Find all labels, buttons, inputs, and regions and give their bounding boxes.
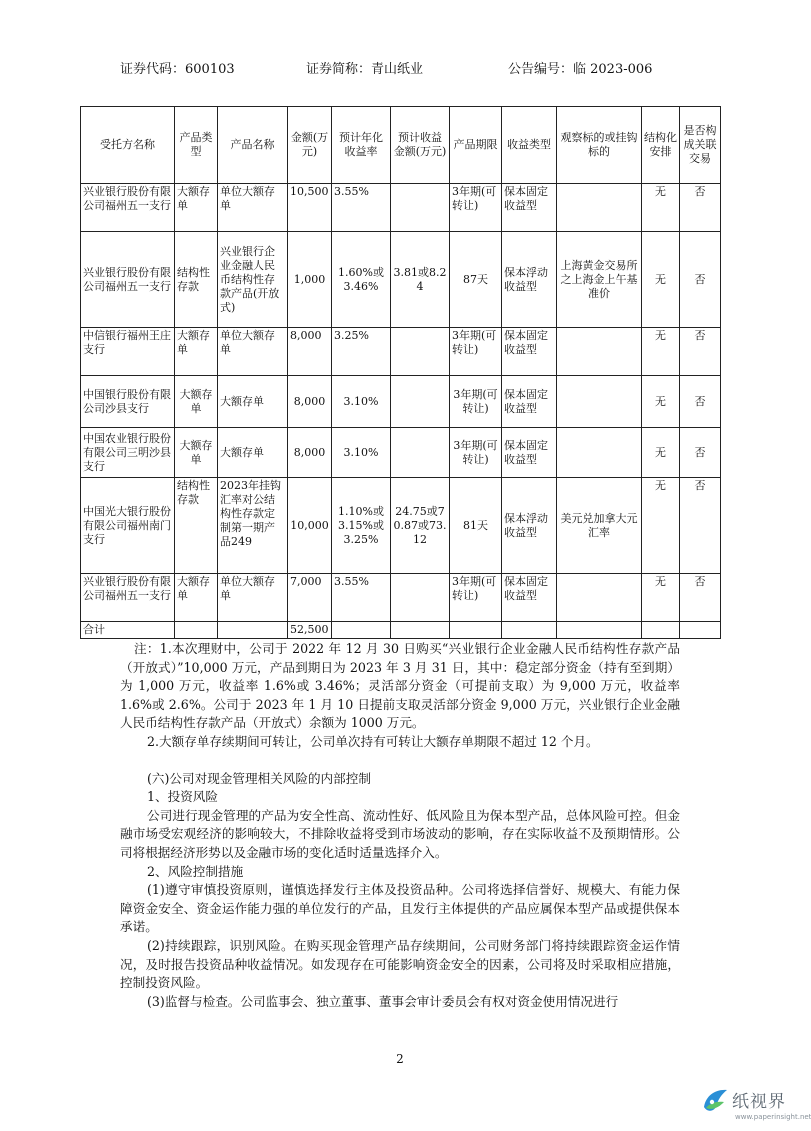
col-header-trustee: 受托方名称 [81, 107, 175, 184]
paragraph-continuous-tracking: (2)持续跟踪，识别风险。在购买现金管理产品存续期间，公司财务部门将持续跟踪资金运作情况，及时报告投资品种收益情况。如发现存在可能影响资金安全的因素，公司将及时采取相应措施，控制投资风险。 [120, 937, 680, 991]
cell-underlying [557, 328, 642, 376]
paragraph-prudent-investment: (1)遵守审慎投资原则，谨慎选择发行主体及投资品种。公司将选择信誉好、规模大、有能力保障资金安全、资金运作能力强的单位发行的产品，且发行主体提供的产品应属保本型产品或提供保本承诺。 [120, 882, 680, 935]
cell-product: 大额存单 [218, 376, 288, 428]
cell-rate: 3.55% [332, 574, 391, 622]
cell-rate: 1.10%或3.15%或3.25% [332, 478, 391, 574]
cell-type: 结构性存款 [175, 478, 218, 574]
cell-structured: 无 [642, 376, 680, 428]
table-row [81, 232, 721, 328]
cell-related: 否 [680, 232, 721, 328]
cell-type: 大额存单 [175, 574, 218, 622]
cell-rate: 3.10% [332, 376, 391, 428]
cell-structured: 无 [642, 478, 680, 574]
col-header-income: 预计收益金额(万元) [391, 107, 450, 184]
cell-income [391, 574, 450, 622]
cell-income [391, 428, 450, 478]
note-1: 注：1.本次理财中，公司于 2022 年 12 月 30 日购买“兴业银行企业金融人民币结构性存款产品（开放式）”10,000 万元，产品到期日为 2023 年 3 月 31 日，其中：稳定部分资金（持有至到期）为 1,000 万元，收益率 1.6%或 3.46%；灵活部分资金（可提前支取）为 9,000 万元，收益率 1.6%或 2.6%。公司于 2023 年 1 月 10 日提前支取灵活部分资金 9,000 万元，兴业银行企业金融人民币结构性存款产品（开放式）余额为 1000 万元。 [120, 641, 680, 731]
col-header-amount: 金额(万元) [288, 107, 332, 184]
cell-term: 3年期(可转让) [450, 428, 502, 478]
cell-product: 2023年挂钩汇率对公结构性存款定制第一期产品249 [218, 478, 288, 574]
cell-amount: 1,000 [288, 232, 332, 328]
subsection-investment-risk: 1、投资风险 [147, 789, 218, 805]
cell-underlying: 上海黄金交易所之上海金上午基准价 [557, 232, 642, 328]
col-header-term: 产品期限 [450, 107, 502, 184]
stock-short-name: 证券简称：青山纸业 [306, 62, 424, 77]
col-header-income-type: 收益类型 [502, 107, 557, 184]
col-header-type: 产品类型 [175, 107, 218, 184]
cell-trustee: 中国银行股份有限公司沙县支行 [81, 376, 175, 428]
cell-type: 结构性存款 [175, 232, 218, 328]
cell-related: 否 [680, 574, 721, 622]
cell-amount: 8,000 [288, 328, 332, 376]
table-row [81, 184, 721, 232]
cell-type: 大额存单 [175, 328, 218, 376]
cell-related: 否 [680, 328, 721, 376]
cell-product: 单位大额存单 [218, 184, 288, 232]
watermark-name: 纸视界 [732, 1092, 786, 1112]
cell-term: 3年期(可转让) [450, 574, 502, 622]
total-amount: 52,500 [288, 622, 332, 639]
stock-code: 证券代码：600103 [120, 62, 235, 77]
cell-product: 单位大额存单 [218, 574, 288, 622]
cell-underlying [557, 574, 642, 622]
cell-type: 大额存单 [175, 428, 218, 478]
cell-type: 大额存单 [175, 376, 218, 428]
document-header [120, 58, 680, 78]
paragraph-supervision: (3)监督与检查。公司监事会、独立董事、董事会审计委员会有权对资金使用情况进行 [147, 993, 619, 1009]
paragraph-investment-risk: 公司进行现金管理的产品为安全性高、流动性好、低风险且为保本型产品，总体风险可控。但金融市场受宏观经济的影响较大，不排除收益将受到市场波动的影响，存在实际收益不及预期情形。公司将根据经济形势以及金融市场的变化适时适量选择介入。 [120, 807, 680, 860]
cell-trustee: 兴业银行股份有限公司福州五一支行 [81, 232, 175, 328]
cell-rate: 3.25% [332, 328, 391, 376]
cell-product: 兴业银行企业金融人民币结构性存款产品(开放式) [218, 232, 288, 328]
table-row [81, 376, 721, 428]
cell-structured: 无 [642, 574, 680, 622]
cell-term: 87天 [450, 232, 502, 328]
document-body [120, 640, 680, 1011]
cell-amount: 8,000 [288, 428, 332, 478]
cell-amount: 10,500 [288, 184, 332, 232]
financial-products-table [80, 106, 721, 639]
cell-trustee: 中国光大银行股份有限公司福州南门支行 [81, 478, 175, 574]
cell-structured: 无 [642, 328, 680, 376]
cell-income-type: 保本固定收益型 [502, 574, 557, 622]
cell-income-type: 保本固定收益型 [502, 184, 557, 232]
cell-amount: 8,000 [288, 376, 332, 428]
table-row [81, 328, 721, 376]
cell-income-type: 保本固定收益型 [502, 376, 557, 428]
notice-number: 公告编号：临 2023-006 [508, 62, 653, 77]
cell-rate: 3.55% [332, 184, 391, 232]
cell-underlying [557, 428, 642, 478]
cell-trustee: 兴业银行股份有限公司福州五一支行 [81, 184, 175, 232]
cell-rate: 3.10% [332, 428, 391, 478]
col-header-product: 产品名称 [218, 107, 288, 184]
cell-income [391, 328, 450, 376]
paperinsight-logo-icon [700, 1085, 730, 1115]
cell-trustee: 兴业银行股份有限公司福州五一支行 [81, 574, 175, 622]
cell-term: 3年期(可转让) [450, 376, 502, 428]
cell-underlying [557, 376, 642, 428]
table-row [81, 428, 721, 478]
watermark-url: www.paperinsight.net [735, 1113, 811, 1121]
cell-income-type: 保本浮动收益型 [502, 232, 557, 328]
cell-rate: 1.60%或3.46% [332, 232, 391, 328]
cell-income [391, 184, 450, 232]
cell-income [391, 376, 450, 428]
cell-term: 3年期(可转让) [450, 328, 502, 376]
col-header-underlying: 观察标的或挂钩标的 [557, 107, 642, 184]
cell-income: 3.81或8.24 [391, 232, 450, 328]
cell-product: 大额存单 [218, 428, 288, 478]
cell-income: 24.75或70.87或73.12 [391, 478, 450, 574]
cell-term: 3年期(可转让) [450, 184, 502, 232]
cell-underlying [557, 184, 642, 232]
note-2: 2.大额存单存续期间可转让，公司单次持有可转让大额存单期限不超过 12 个月。 [147, 733, 599, 749]
cell-related: 否 [680, 184, 721, 232]
cell-trustee: 中信银行福州王庄支行 [81, 328, 175, 376]
page-number: 2 [396, 1052, 404, 1066]
watermark-logo [700, 1085, 811, 1129]
cell-related: 否 [680, 376, 721, 428]
total-label: 合计 [81, 622, 175, 639]
subsection-risk-control: 2、风险控制措施 [147, 863, 244, 879]
table-total-row [81, 622, 721, 639]
cell-income-type: 保本固定收益型 [502, 328, 557, 376]
cell-amount: 10,000 [288, 478, 332, 574]
col-header-structured: 结构化安排 [642, 107, 680, 184]
cell-related: 否 [680, 428, 721, 478]
cell-product: 单位大额存单 [218, 328, 288, 376]
table-row [81, 574, 721, 622]
cell-income-type: 保本浮动收益型 [502, 478, 557, 574]
table-row [81, 478, 721, 574]
cell-term: 81天 [450, 478, 502, 574]
cell-structured: 无 [642, 232, 680, 328]
cell-underlying: 美元兑加拿大元汇率 [557, 478, 642, 574]
cell-type: 大额存单 [175, 184, 218, 232]
cell-trustee: 中国农业银行股份有限公司三明沙县支行 [81, 428, 175, 478]
section-title: (六)公司对现金管理相关风险的内部控制 [147, 770, 371, 786]
cell-related: 否 [680, 478, 721, 574]
cell-structured: 无 [642, 428, 680, 478]
col-header-rate: 预计年化收益率 [332, 107, 391, 184]
cell-income-type: 保本固定收益型 [502, 428, 557, 478]
cell-amount: 7,000 [288, 574, 332, 622]
table-header-row [81, 107, 721, 184]
cell-structured: 无 [642, 184, 680, 232]
col-header-related: 是否构成关联交易 [680, 107, 721, 184]
